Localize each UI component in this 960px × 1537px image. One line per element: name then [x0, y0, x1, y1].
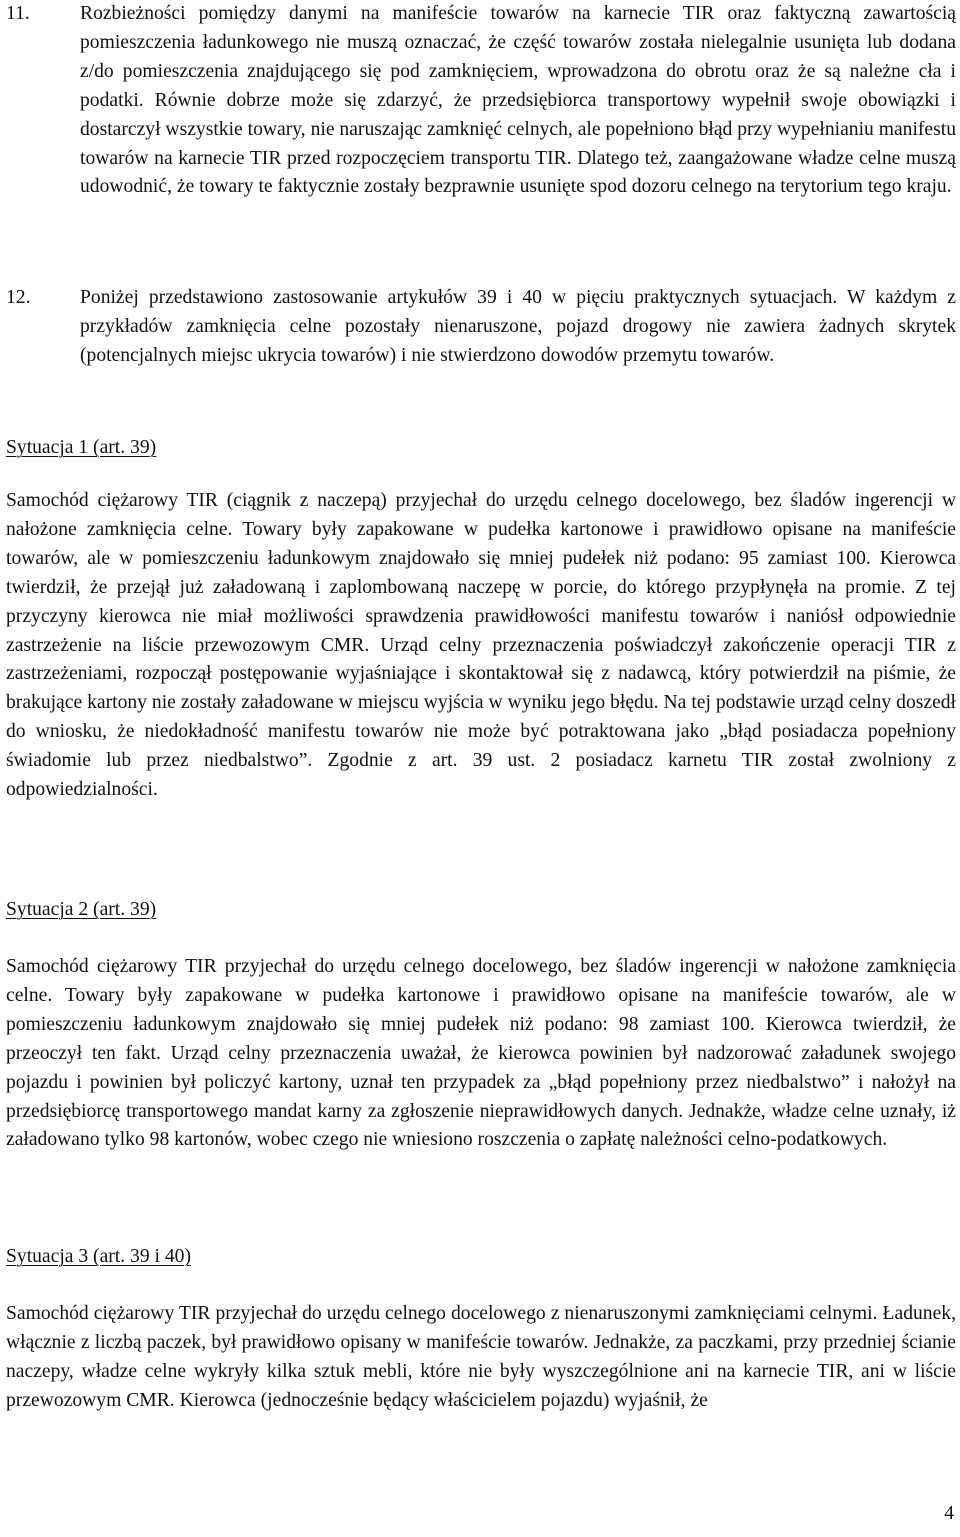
- paragraph-number: 12.: [6, 287, 31, 308]
- paragraph-text: Rozbieżności pomiędzy danymi na manifeście towarów na karnecie TIR oraz faktyczną zawartością pomieszczenia ładunkowego nie muszą oznaczać, że część towarów została nielegalnie usunięta lub dodana z/do pomieszczenia znajdującego się pod zamknięciem, wprowadzona do obrotu oraz że są należne cła i podatki. Równie dobrze może się zdarzyć, że przedsiębiorca transportowy wypełnił swoje obowiązki i dostarczył wszystkie towary, nie naruszając zamknięć celnych, ale popełniono błąd przy wypełnianiu manifestu towarów na karnecie TIR przed rozpoczęciem transportu TIR. Dlatego też, zaangażowane władze celne muszą udowodnić, że towary te faktycznie zostały bezprawnie usunięte spod dozoru celnego na terytorium tego kraju.: [80, 3, 956, 198]
- numbered-paragraph-11: [6, 0, 956, 202]
- paragraph-number: 11.: [6, 3, 30, 24]
- situation-1-heading: Sytuacja 1 (art. 39): [6, 437, 157, 458]
- situation-3-text: Samochód ciężarowy TIR przyjechał do urzędu celnego docelowego z nienaruszonymi zamknięciami celnymi. Ładunek, włącznie z liczbą paczek, był prawidłowo opisany w manifeście towarów. Jednakże, za paczkami, przy przedniej ścianie naczepy, władze celne wykryły kilka sztuk mebli, które nie były wyszczególnione ani na karnecie TIR, ani w liście przewozowym CMR. Kierowca (jednocześnie będący właścicielem pojazdu) wyjaśnił, że: [6, 1303, 956, 1411]
- situation-3-heading: Sytuacja 3 (art. 39 i 40): [6, 1246, 192, 1267]
- situation-2-text: Samochód ciężarowy TIR przyjechał do urzędu celnego docelowego, bez śladów ingerencji w nałożone zamknięcia celne. Towary były zapakowane w pudełka kartonowe i prawidłowo opisane na manifeście towarów, ale w pomieszczeniu ładunkowym znajdowało się mniej pudełek niż podano: 98 zamiast 100. Kierowca twierdził, że przeoczył ten fakt. Urząd celny przeznaczenia uważał, że kierowca powinien był nadzorować załadunek swojego pojazdu i powinien był policzyć kartony, uznał ten przypadek za „błąd popełniony przez niedbalstwo” i nałożył na przedsiębiorcę transportowego mandat karny za zgłoszenie nieprawidłowych danych. Jednakże, władze celne uznały, iż załadowano tylko 98 kartonów, wobec czego nie wniesiono roszczenia o zapłatę należności celno-podatkowych.: [6, 956, 956, 1151]
- numbered-paragraph-12: [6, 284, 956, 371]
- page-number: 4: [944, 1503, 954, 1524]
- paragraph-text: Poniżej przedstawiono zastosowanie artykułów 39 i 40 w pięciu praktycznych sytuacjach. W każdym z przykładów zamknięcia celne pozostały nienaruszone, pojazd drogowy nie zawiera żadnych skrytek (potencjalnych miejsc ukrycia towarów) i nie stwierdzono dowodów przemytu towarów.: [80, 287, 956, 366]
- situation-1-text: Samochód ciężarowy TIR (ciągnik z naczepą) przyjechał do urzędu celnego docelowego, bez śladów ingerencji w nałożone zamknięcia celne. Towary były zapakowane w pudełka kartonowe i prawidłowo opisane na manifeście towarów, ale w pomieszczeniu ładunkowym znajdowało się mniej pudełek niż podano: 95 zamiast 100. Kierowca twierdził, że przejął już załadowaną i zaplombowaną naczepę w porcie, do którego przypłynęła na promie. Z tej przyczyny kierowca nie miał możliwości sprawdzenia prawidłowości manifestu towarów i naniósł odpowiednie zastrzeżenie na liście przewozowym CMR. Urząd celny przeznaczenia poświadczył zakończenie operacji TIR z zastrzeżeniami, rozpoczął postępowanie wyjaśniające i skontaktował się z nadawcą, który potwierdził na piśmie, że brakujące kartony nie zostały załadowane w miejscu wyjścia w wyniku jego błędu. Na tej podstawie urząd celny doszedł do wniosku, że niedokładność manifestu towarów nie może być potraktowana jako „błąd posiadacza popełniony świadomie lub przez niedbalstwo”. Zgodnie z art. 39 ust. 2 posiadacz karnetu TIR został zwolniony z odpowiedzialności.: [6, 490, 956, 801]
- situation-2-heading: Sytuacja 2 (art. 39): [6, 899, 157, 920]
